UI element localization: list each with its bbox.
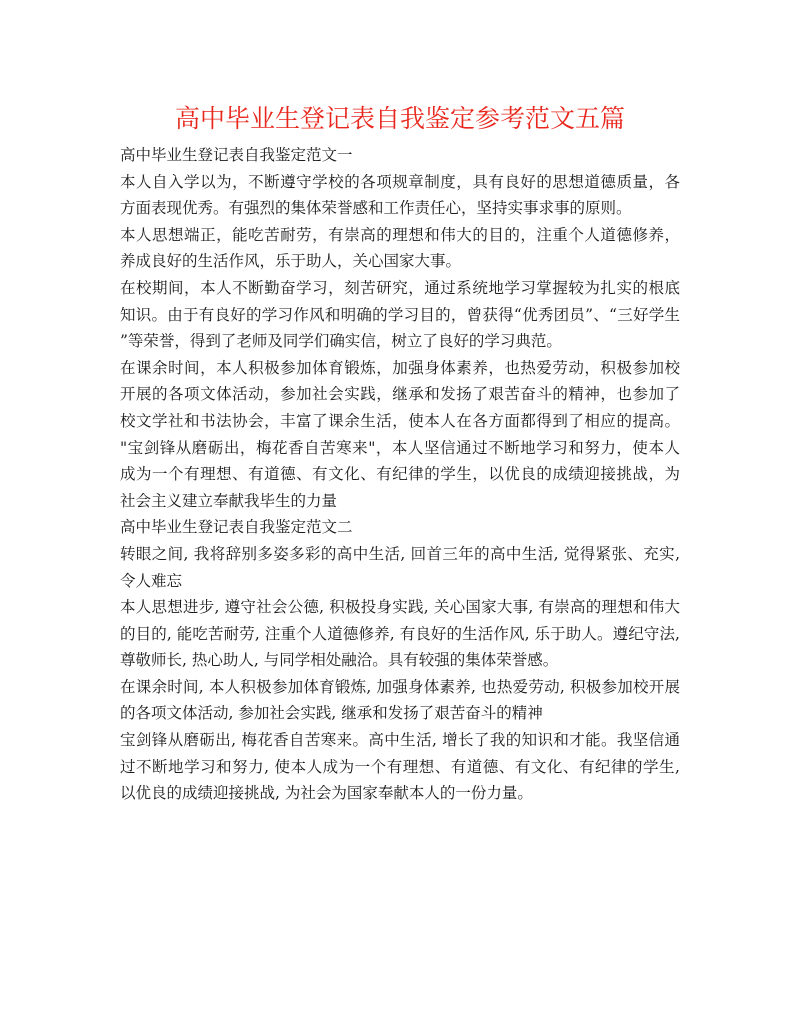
text-line: 在课余时间, 本人积极参加体育锻炼, 加强身体素养, 也热爱劳动, 积极参加校开展	[120, 677, 680, 696]
text-line: 本人思想端正，能吃苦耐劳，有崇高的理想和伟大的目的，注重个人道德修养，	[120, 225, 680, 244]
text-line: 的各项文体活动, 参加社会实践, 继承和发扬了艰苦奋斗的精神	[120, 704, 543, 723]
section-heading-2: 高中毕业生登记表自我鉴定范文二	[120, 518, 353, 537]
text-line: 本人思想进步, 遵守社会公德, 积极投身实践, 关心国家大事, 有崇高的理想和伟大	[120, 598, 680, 617]
section-heading-1: 高中毕业生登记表自我鉴定范文一	[120, 146, 353, 164]
text-line: 本人自入学以为，不断遵守学校的各项规章制度，具有良好的思想道德质量，各	[120, 172, 680, 191]
text-line: 知识。由于有良好的学习作风和明确的学习目的，曾获得“优秀团员”、“三好学生	[120, 305, 680, 324]
text-line: 养成良好的生活作风，乐于助人，关心国家大事。	[120, 252, 462, 271]
text-line: ”等荣誉，得到了老师及同学们确实信，树立了良好的学习典范。	[120, 332, 562, 351]
text-line: 在课余时间，本人积极参加体育锻炼，加强身体素养，也热爱劳动，积极参加校	[120, 358, 680, 377]
text-line: 以优良的成绩迎接挑战, 为社会为国家奉献本人的一份力量。	[120, 784, 533, 803]
text-line: 开展的各项文体活动，参加社会实践，继承和发扬了艰苦奋斗的精神，也参加了	[120, 385, 680, 404]
text-line: 宝剑锋从磨砺出, 梅花香自苦寒来。高中生活, 增长了我的知识和才能。我坚信通	[120, 731, 680, 750]
text-line: 的目的, 能吃苦耐劳, 注重个人道德修养, 有良好的生活作风, 乐于助人。遵纪守法,	[120, 624, 680, 643]
text-line: 在校期间，本人不断勤奋学习，刻苦研究，通过系统地学习掌握较为扎实的根底	[120, 278, 680, 297]
text-line: 令人难忘	[120, 571, 183, 590]
text-line: "宝剑锋从磨砺出，梅花香自苦寒来"，本人坚信通过不断地学习和努力，使本人	[120, 438, 680, 457]
text-line: 过不断地学习和努力, 使本人成为一个有理想、有道德、有文化、有纪律的学生,	[120, 757, 680, 776]
text-line: 方面表现优秀。有强烈的集体荣誉感和工作责任心，坚持实事求事的原则。	[120, 199, 632, 218]
document-body	[120, 142, 680, 807]
text-line: 成为一个有理想、有道德、有文化、有纪律的学生，以优良的成绩迎接挑战，为	[120, 465, 680, 484]
text-line: 转眼之间, 我将辞别多姿多彩的高中生活, 回首三年的高中生活, 觉得紧张、充实,	[120, 544, 680, 563]
text-line: 校文学社和书法协会，丰富了课余生活，使本人在各方面都得到了相应的提高。	[120, 411, 680, 430]
text-line: 社会主义建立奉献我毕生的力量	[120, 491, 338, 510]
text-line: 尊敬师长, 热心助人, 与同学相处融洽。具有较强的集体荣誉感。	[120, 651, 559, 670]
document-title: 高中毕业生登记表自我鉴定参考范文五篇	[174, 104, 625, 133]
